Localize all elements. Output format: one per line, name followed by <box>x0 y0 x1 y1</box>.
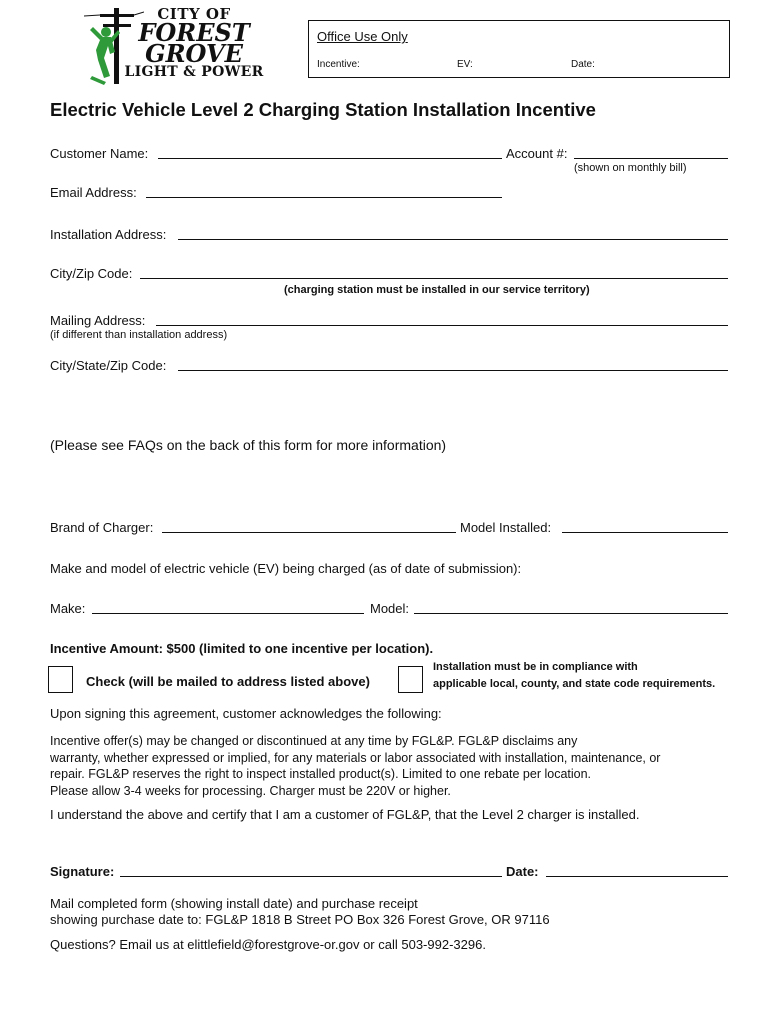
email-label: Email Address: <box>50 185 137 200</box>
compliance-line-1: Installation must be in compliance with <box>433 661 638 673</box>
acknowledge-text: Upon signing this agreement, customer acknowledges the following: <box>50 706 442 721</box>
model-label: Model: <box>370 601 410 616</box>
faq-note: (Please see FAQs on the back of this form for more information) <box>50 437 447 453</box>
forest-grove-logo <box>84 6 264 86</box>
check-payment-label: Check (will be mailed to address listed above) <box>86 674 370 689</box>
city-state-zip-field[interactable] <box>178 370 728 371</box>
account-number-field[interactable] <box>574 158 728 159</box>
compliance-checkbox[interactable] <box>398 666 423 693</box>
terms-paragraph <box>50 733 750 799</box>
form-title: Electric Vehicle Level 2 Charging Station Installation Incentive <box>50 99 596 120</box>
signature-field[interactable] <box>120 876 502 877</box>
city-zip-field[interactable] <box>140 278 728 279</box>
questions-text: Questions? Email us at elittlefield@forestgrove-or.gov or call 503-992-3296. <box>50 937 486 952</box>
terms-line-4: Please allow 3-4 weeks for processing. Charger must be 220V or higher. <box>50 783 451 798</box>
signature-date-label: Date: <box>506 864 539 879</box>
make-label: Make: <box>50 601 86 616</box>
office-date-label: Date: <box>571 59 595 70</box>
brand-label: Brand of Charger: <box>50 520 154 535</box>
account-label: Account #: <box>506 146 568 161</box>
terms-line-3: repair. FGL&P reserves the right to inspect installed product(s). Limited to one rebate per location. <box>50 767 592 781</box>
signature-date-field[interactable] <box>546 876 728 877</box>
logo-line-city-of: CITY OF <box>157 5 231 23</box>
office-use-title: Office Use Only <box>317 29 408 44</box>
terms-line-2: warranty, whether expressed or implied, for any materials or labor associated with installation, maintenance, or <box>50 750 661 765</box>
office-use-box <box>308 20 730 78</box>
check-payment-checkbox[interactable] <box>48 666 73 693</box>
signature-label: Signature: <box>50 864 115 879</box>
email-field[interactable] <box>146 197 502 198</box>
installation-address-label: Installation Address: <box>50 227 167 242</box>
customer-name-label: Customer Name: <box>50 146 149 161</box>
city-zip-label: City/Zip Code: <box>50 266 133 281</box>
logo-wordmark <box>124 6 264 80</box>
mailing-note: (if different than installation address) <box>50 329 228 341</box>
model-field[interactable] <box>414 613 728 614</box>
office-incentive-label: Incentive: <box>317 59 360 70</box>
office-ev-label: EV: <box>457 59 473 70</box>
mail-line-1: Mail completed form (showing install date) and purchase receipt <box>50 896 418 911</box>
compliance-line-2: applicable local, county, and state code requirements. <box>433 678 716 690</box>
city-state-zip-label: City/State/Zip Code: <box>50 358 167 373</box>
territory-note: (charging station must be installed in our service territory) <box>284 284 590 296</box>
mailing-address-label: Mailing Address: <box>50 313 146 328</box>
logo-line-forest: FOREST <box>138 18 250 47</box>
logo-line-light-power: LIGHT & POWER <box>124 64 264 80</box>
customer-name-field[interactable] <box>158 158 502 159</box>
terms-line-1: Incentive offer(s) may be changed or discontinued at any time by FGL&P. FGL&P disclaims any <box>50 734 578 748</box>
model-installed-label: Model Installed: <box>460 520 552 535</box>
mail-line-2: showing purchase date to: FGL&P 1818 B Street PO Box 326 Forest Grove, OR 97116 <box>50 912 550 927</box>
make-field[interactable] <box>92 613 364 614</box>
mailing-address-field[interactable] <box>156 325 728 326</box>
incentive-amount: Incentive Amount: $500 (limited to one incentive per location). <box>50 641 434 656</box>
brand-field[interactable] <box>162 532 456 533</box>
ev-question: Make and model of electric vehicle (EV) being charged (as of date of submission): <box>50 561 522 576</box>
model-installed-field[interactable] <box>562 532 728 533</box>
logo-line-grove: GROVE <box>145 39 243 68</box>
certify-text: I understand the above and certify that I am a customer of FGL&P, that the Level 2 charger is installed. <box>50 807 640 822</box>
installation-address-field[interactable] <box>178 239 728 240</box>
account-note: (shown on monthly bill) <box>574 162 687 174</box>
